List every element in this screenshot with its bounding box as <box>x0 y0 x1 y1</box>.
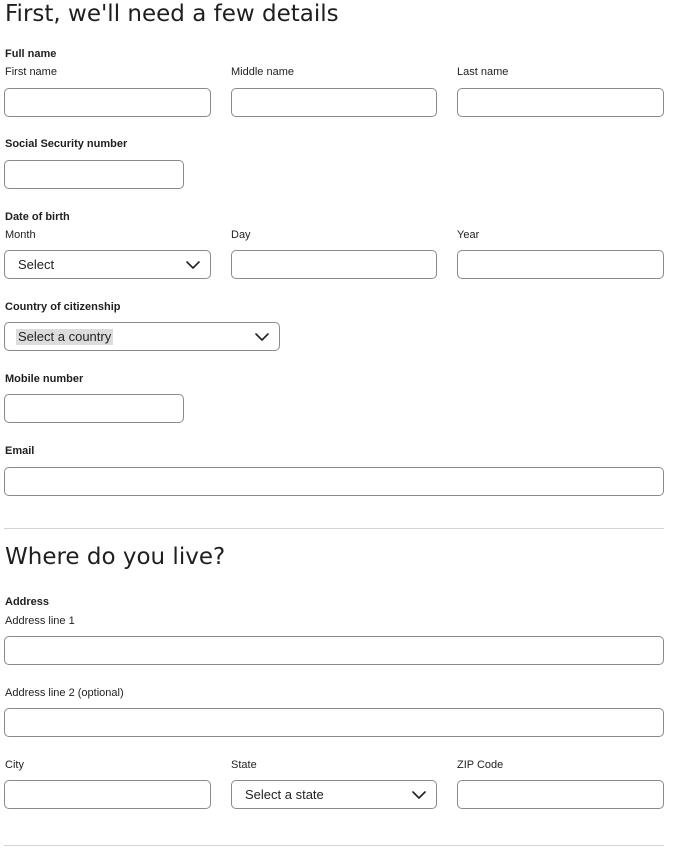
full-name-group-label: Full name <box>5 48 57 60</box>
middle-name-input[interactable] <box>231 88 437 117</box>
email-label: Email <box>5 445 35 457</box>
middle-name-label: Middle name <box>231 66 294 78</box>
country-select-value: Select a country <box>18 328 112 344</box>
section-divider <box>4 845 664 846</box>
day-input[interactable] <box>231 250 437 279</box>
address-line2-input[interactable] <box>4 708 664 737</box>
email-input[interactable] <box>4 467 664 496</box>
first-name-label: First name <box>5 66 57 78</box>
zip-input[interactable] <box>457 780 664 809</box>
city-label: City <box>5 759 24 771</box>
zip-label: ZIP Code <box>457 759 504 771</box>
ssn-label: Social Security number <box>5 138 128 150</box>
address-line1-input[interactable] <box>4 636 664 665</box>
address-line1-label: Address line 1 <box>5 615 75 627</box>
citizenship-label: Country of citizenship <box>5 301 121 313</box>
country-select[interactable] <box>4 322 280 351</box>
year-input[interactable] <box>457 250 664 279</box>
mobile-input[interactable] <box>4 394 184 423</box>
mobile-label: Mobile number <box>5 373 84 385</box>
address-line2-label: Address line 2 (optional) <box>5 687 124 699</box>
state-select-value: Select a state <box>245 786 324 802</box>
chevron-down-icon <box>412 790 426 800</box>
day-label: Day <box>231 229 251 241</box>
dob-group-label: Date of birth <box>5 211 70 223</box>
address-group-label: Address <box>5 596 50 608</box>
details-heading: First, we'll need a few details <box>5 1 339 27</box>
section-divider <box>4 528 664 529</box>
state-select[interactable] <box>231 780 437 809</box>
chevron-down-icon <box>186 260 200 270</box>
ssn-input[interactable] <box>4 160 184 189</box>
month-label: Month <box>5 229 36 241</box>
first-name-input[interactable] <box>4 88 211 117</box>
city-input[interactable] <box>4 780 211 809</box>
month-select-value: Select <box>18 256 55 272</box>
state-label: State <box>231 759 257 771</box>
residence-heading: Where do you live? <box>5 544 226 570</box>
last-name-label: Last name <box>457 66 509 78</box>
month-select[interactable] <box>4 250 211 279</box>
last-name-input[interactable] <box>457 88 664 117</box>
chevron-down-icon <box>255 332 269 342</box>
year-label: Year <box>457 229 480 241</box>
